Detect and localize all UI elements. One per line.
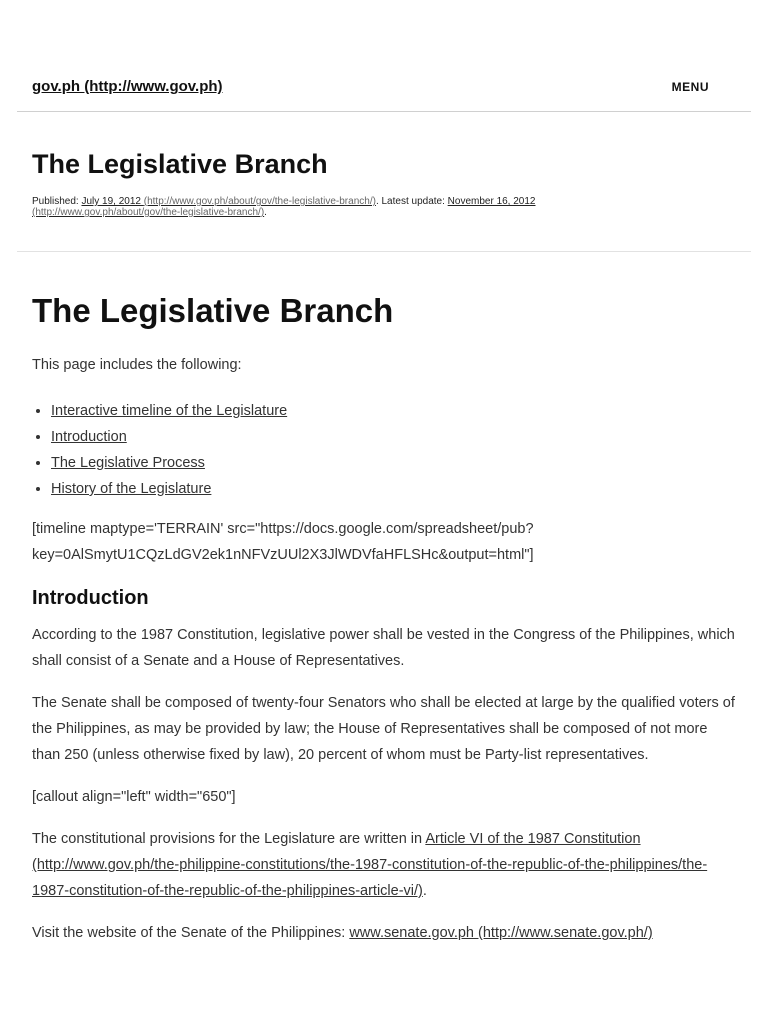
site-title-link[interactable]: gov.ph (http://www.gov.ph) <box>32 78 223 95</box>
toc-link-introduction[interactable]: Introduction <box>51 429 127 445</box>
senate-website-text: Visit the website of the Senate of the Philippines: <box>32 925 350 941</box>
updated-date: November 16, 2012 <box>447 196 536 207</box>
published-label: Published: <box>32 196 79 207</box>
post-title: The Legislative Branch <box>32 149 328 179</box>
toc-link-process[interactable]: The Legislative Process <box>51 455 205 471</box>
updated-url: (http://www.gov.ph/about/gov/the-legislative-branch/) <box>32 207 265 218</box>
article-vi-link[interactable]: Article VI of the 1987 Constitution (http://www.gov.ph/the-philippine-constitutions/the-1987-constitution-of-the-republic-of-the-philippines/the-1987-constitution-of-the-republic-of-the-philippines-article-vi/) <box>32 831 708 899</box>
constitution-end: . <box>422 883 427 899</box>
intro-text: This page includes the following: <box>32 357 242 373</box>
article-heading: The Legislative Branch <box>32 292 394 329</box>
published-url: (http://www.gov.ph/about/gov/the-legislative-branch/) <box>143 196 376 207</box>
toc-item <box>51 424 737 450</box>
article-content <box>32 290 737 962</box>
paragraph-senate: The Senate shall be composed of twenty-four Senators who shall be elected at large by the qualified voters of the Philippines, as may be provided by law; the House of Representatives shall be composed of not more than 250 (unless otherwise fixed by law), 20 percent of whom must be Party-list representatives. <box>32 695 735 763</box>
toc-link-history[interactable]: History of the Legislature <box>51 481 212 497</box>
callout-shortcode: [callout align="left" width="650"] <box>32 789 236 805</box>
senate-website-link[interactable]: www.senate.gov.ph (http://www.senate.gov.ph/) <box>349 925 653 941</box>
menu-button[interactable]: MENU <box>671 80 709 94</box>
meta-end: . <box>264 207 267 218</box>
toc-item <box>51 450 737 476</box>
toc-link-timeline[interactable]: Interactive timeline of the Legislature <box>51 403 288 419</box>
site-header <box>17 0 751 112</box>
paragraph-senate-website <box>32 920 737 946</box>
toc-list <box>32 398 737 502</box>
published-date-link[interactable] <box>81 196 375 207</box>
post-meta <box>32 196 632 218</box>
toc-item <box>51 398 737 424</box>
meta-separator: . Latest update: <box>375 196 448 207</box>
constitution-text: The constitutional provisions for the Legislature are written in <box>32 831 426 847</box>
timeline-shortcode: [timeline maptype='TERRAIN' src="https://docs.google.com/spreadsheet/pub?key=0AlSmytU1CQzLdGV2ek1nNFVzUUl2X3JlWDVfaHFLSHc&output=html"] <box>32 521 534 563</box>
published-date: July 19, 2012 <box>81 196 141 207</box>
introduction-heading: Introduction <box>32 587 149 609</box>
toc-item <box>51 476 737 502</box>
post-header <box>17 111 751 252</box>
paragraph-congress: According to the 1987 Constitution, legislative power shall be vested in the Congress of the Philippines, which shall consist of a Senate and a House of Representatives. <box>32 627 735 669</box>
paragraph-constitution <box>32 826 737 904</box>
